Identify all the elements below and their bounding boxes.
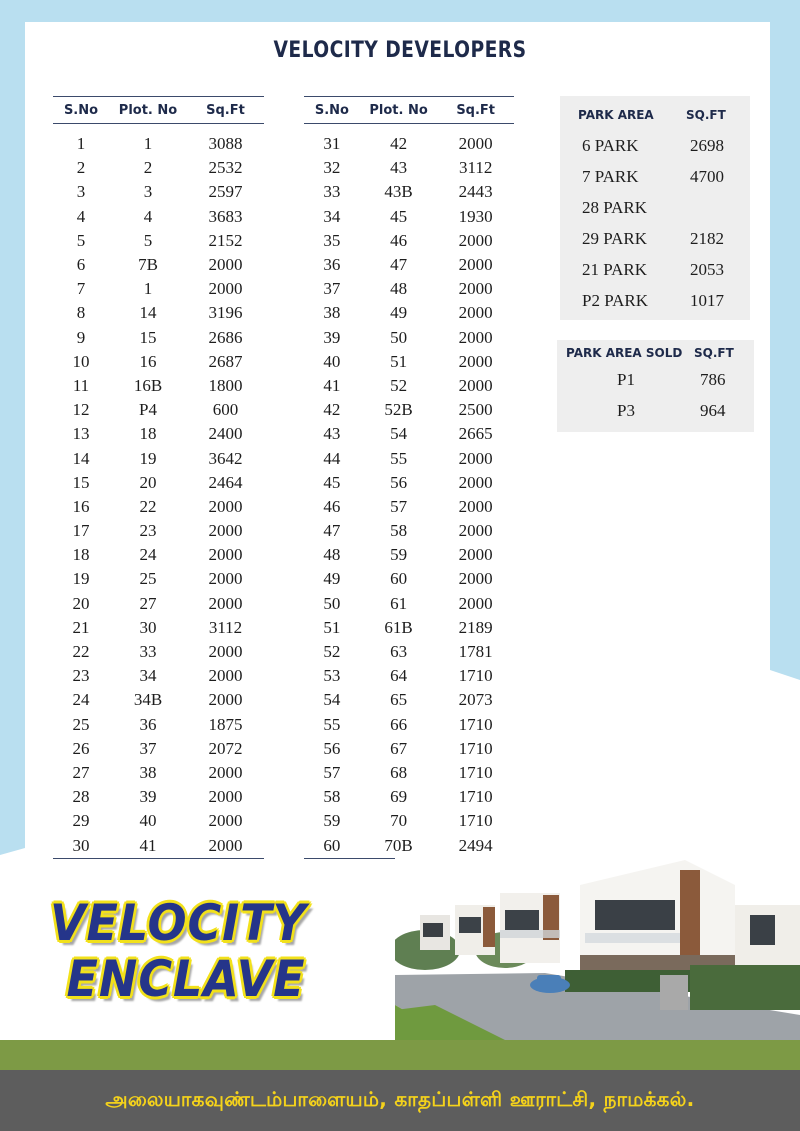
park-area-sold-header-sqft: SQ.FT xyxy=(694,346,734,360)
table-row xyxy=(304,688,514,712)
park-name: P2 PARK xyxy=(582,290,648,310)
cell-plot: 37 xyxy=(139,738,157,758)
cell-sno: 24 xyxy=(72,690,90,710)
cell-sno: 27 xyxy=(72,762,90,782)
cell-plot: 52 xyxy=(390,375,408,395)
cell-plot: 16B xyxy=(133,375,163,395)
cell-sqft: 3196 xyxy=(208,303,243,323)
cell-plot: 36 xyxy=(139,714,157,734)
cell-plot: 14 xyxy=(139,303,157,323)
column-header-sno: S.No xyxy=(304,97,360,124)
column-header-sqft: Sq.Ft xyxy=(437,97,514,124)
cell-sqft: 2000 xyxy=(208,593,243,613)
cell-sno: 31 xyxy=(323,134,341,154)
cell-sno: 22 xyxy=(72,642,90,662)
cell-sno: 14 xyxy=(72,448,90,468)
park-name: P1 xyxy=(617,369,635,389)
park-area-header-sqft: SQ.FT xyxy=(686,108,726,122)
cell-sno: 2 xyxy=(76,158,86,178)
cell-plot: 16 xyxy=(139,351,157,371)
cell-sqft: 2000 xyxy=(458,327,493,347)
grass-band xyxy=(0,1040,800,1070)
cell-sqft: 3112 xyxy=(458,158,493,178)
park-area-sold-box xyxy=(557,340,754,432)
cell-sqft: 2687 xyxy=(208,351,243,371)
cell-sno: 5 xyxy=(76,230,86,250)
table-row xyxy=(53,124,264,157)
park-area-header-name: PARK AREA xyxy=(578,108,654,122)
park-name: 7 PARK xyxy=(582,166,639,186)
cell-sno: 21 xyxy=(72,617,90,637)
cell-sqft: 2665 xyxy=(458,424,493,444)
cell-plot: 66 xyxy=(390,714,408,734)
cell-sqft: 2000 xyxy=(208,690,243,710)
cell-plot: 40 xyxy=(139,811,157,831)
brand-logo xyxy=(50,895,326,1007)
cell-plot: 70B xyxy=(384,835,413,855)
table-row xyxy=(53,301,264,325)
cell-sqft: 2000 xyxy=(208,545,243,565)
cell-plot: 1 xyxy=(143,134,153,154)
cell-sqft: 2000 xyxy=(208,521,243,541)
park-row xyxy=(560,130,750,161)
cell-sqft: 2072 xyxy=(208,738,243,758)
table-row xyxy=(53,616,264,640)
cell-sqft: 2000 xyxy=(458,496,493,516)
cell-sno: 19 xyxy=(72,569,90,589)
park-area-sold-header-name: PARK AREA SOLD xyxy=(566,346,683,360)
cell-plot: 46 xyxy=(390,230,408,250)
park-area-header xyxy=(560,96,750,128)
cell-sqft: 1800 xyxy=(208,375,243,395)
cell-sqft: 2000 xyxy=(458,230,493,250)
cell-sqft: 2000 xyxy=(458,448,493,468)
table-row xyxy=(304,543,514,567)
cell-sno: 57 xyxy=(323,762,341,782)
table-row xyxy=(53,495,264,519)
cell-sno: 28 xyxy=(72,787,90,807)
table-row xyxy=(53,833,264,858)
cell-sno: 33 xyxy=(323,182,341,202)
column-header-sqft: Sq.Ft xyxy=(187,97,264,124)
cell-plot: 59 xyxy=(390,545,408,565)
cell-plot: 67 xyxy=(390,738,408,758)
cell-sqft: 1710 xyxy=(458,787,493,807)
cell-sqft: 2000 xyxy=(208,762,243,782)
column-header-sno: S.No xyxy=(53,97,109,124)
cell-sqft: 2400 xyxy=(208,424,243,444)
cell-plot: 64 xyxy=(390,666,408,686)
cell-sqft: 2000 xyxy=(208,569,243,589)
table-row xyxy=(304,422,514,446)
cell-sqft: 1781 xyxy=(458,642,493,662)
cell-sqft: 2000 xyxy=(458,303,493,323)
cell-sno: 34 xyxy=(323,206,341,226)
cell-sqft: 2073 xyxy=(458,690,493,710)
cell-sno: 16 xyxy=(72,496,90,516)
page-title: VELOCITY DEVELOPERS xyxy=(273,38,527,63)
cell-sno: 48 xyxy=(323,545,341,565)
cell-sno: 3 xyxy=(76,182,86,202)
table-row xyxy=(304,205,514,229)
cell-sqft: 3088 xyxy=(208,134,243,154)
table-row xyxy=(53,543,264,567)
cell-sqft: 2000 xyxy=(208,642,243,662)
cell-sno: 37 xyxy=(323,279,341,299)
park-sqft: 2182 xyxy=(690,228,724,248)
cell-plot: 34 xyxy=(139,666,157,686)
table-row xyxy=(304,640,514,664)
cell-plot: 48 xyxy=(390,279,408,299)
cell-sqft: 2000 xyxy=(458,255,493,275)
table-row xyxy=(304,495,514,519)
cell-plot: 7B xyxy=(138,255,158,275)
cell-sno: 12 xyxy=(72,400,90,420)
table-row xyxy=(53,350,264,374)
table-row xyxy=(304,326,514,350)
cell-sno: 32 xyxy=(323,158,341,178)
cell-sqft: 2189 xyxy=(458,617,493,637)
park-name: P3 xyxy=(617,400,635,420)
cell-plot: 55 xyxy=(390,448,408,468)
cell-plot: 47 xyxy=(390,255,408,275)
cell-plot: 68 xyxy=(390,762,408,782)
park-row xyxy=(557,364,754,395)
park-sqft: 964 xyxy=(700,400,726,420)
houses-illustration xyxy=(395,855,800,1045)
cell-plot: 22 xyxy=(139,496,157,516)
cell-plot: 20 xyxy=(139,472,157,492)
cell-sno: 39 xyxy=(323,327,341,347)
table-row xyxy=(53,446,264,470)
table-row xyxy=(304,761,514,785)
table-row xyxy=(53,713,264,737)
cell-plot: 3 xyxy=(143,182,153,202)
park-sqft: 4700 xyxy=(690,166,724,186)
brand-line-2: ENCLAVE xyxy=(66,950,306,1008)
cell-sno: 52 xyxy=(323,642,341,662)
plot-table-right xyxy=(304,96,514,859)
cell-sno: 42 xyxy=(323,400,341,420)
cell-sno: 45 xyxy=(323,472,341,492)
cell-sqft: 3112 xyxy=(208,617,243,637)
cell-sno: 11 xyxy=(72,375,90,395)
cell-sno: 13 xyxy=(72,424,90,444)
park-area-sold-header xyxy=(557,340,754,364)
table-row xyxy=(53,180,264,204)
table-row xyxy=(304,616,514,640)
park-row xyxy=(557,395,754,426)
cell-plot: 15 xyxy=(139,327,157,347)
park-sqft: 786 xyxy=(700,369,726,389)
column-header-plot: Plot. No xyxy=(109,97,187,124)
cell-plot: 27 xyxy=(139,593,157,613)
cell-sno: 10 xyxy=(72,351,90,371)
table-row xyxy=(304,180,514,204)
cell-sqft: 2000 xyxy=(208,811,243,831)
park-name: 6 PARK xyxy=(582,135,639,155)
table-row xyxy=(304,519,514,543)
cell-plot: 25 xyxy=(139,569,157,589)
cell-plot: 43B xyxy=(384,182,413,202)
cell-plot: 24 xyxy=(139,545,157,565)
table-row xyxy=(53,664,264,688)
table-row xyxy=(304,809,514,833)
table-row xyxy=(53,229,264,253)
cell-sqft: 2000 xyxy=(208,255,243,275)
cell-sno: 54 xyxy=(323,690,341,710)
table-row xyxy=(53,422,264,446)
cell-sqft: 2000 xyxy=(458,351,493,371)
column-header-plot: Plot. No xyxy=(360,97,438,124)
cell-plot: 50 xyxy=(390,327,408,347)
park-sqft: 1017 xyxy=(690,290,724,310)
cell-sqft: 2000 xyxy=(458,521,493,541)
cell-plot: 43 xyxy=(390,158,408,178)
cell-sno: 41 xyxy=(323,375,341,395)
table-row xyxy=(53,253,264,277)
cell-sqft: 2000 xyxy=(458,472,493,492)
table-row xyxy=(53,156,264,180)
cell-sno: 8 xyxy=(76,303,86,323)
cell-sno: 59 xyxy=(323,811,341,831)
cell-plot: 19 xyxy=(139,448,157,468)
table-row xyxy=(53,567,264,591)
park-sqft: 2053 xyxy=(690,259,724,279)
cell-plot: 5 xyxy=(143,230,153,250)
park-sqft: 2698 xyxy=(690,135,724,155)
table-row xyxy=(53,205,264,229)
cell-sqft: 2152 xyxy=(208,230,243,250)
cell-plot: 41 xyxy=(139,835,157,855)
cell-sqft: 1710 xyxy=(458,762,493,782)
table-row xyxy=(53,519,264,543)
cell-plot: 34B xyxy=(133,690,163,710)
table-row xyxy=(304,567,514,591)
cell-sqft: 3683 xyxy=(208,206,243,226)
cell-sno: 30 xyxy=(72,835,90,855)
park-row xyxy=(560,223,750,254)
cell-sqft: 2000 xyxy=(458,545,493,565)
table-row xyxy=(304,229,514,253)
cell-sno: 35 xyxy=(323,230,341,250)
cell-plot: 49 xyxy=(390,303,408,323)
cell-sno: 55 xyxy=(323,714,341,734)
cell-plot: 57 xyxy=(390,496,408,516)
cell-sqft: 2443 xyxy=(458,182,493,202)
cell-sno: 43 xyxy=(323,424,341,444)
table-row xyxy=(304,374,514,398)
cell-sno: 29 xyxy=(72,811,90,831)
cell-plot: 30 xyxy=(139,617,157,637)
cell-sqft: 2000 xyxy=(458,593,493,613)
cell-plot: 60 xyxy=(390,569,408,589)
table-row xyxy=(304,664,514,688)
table-row xyxy=(304,156,514,180)
footer-address: அலையாகவுண்டம்பாளையம், காதப்பள்ளி ஊராட்சி, நாமக்கல். xyxy=(105,1087,695,1111)
cell-sqft: 2000 xyxy=(458,569,493,589)
cell-plot: 33 xyxy=(139,642,157,662)
table-row xyxy=(53,277,264,301)
cell-sqft: 2597 xyxy=(208,182,243,202)
cell-sqft: 1710 xyxy=(458,714,493,734)
table-row xyxy=(53,326,264,350)
table-row xyxy=(304,301,514,325)
cell-plot: 39 xyxy=(139,787,157,807)
park-name: 29 PARK xyxy=(582,228,648,248)
cell-sqft: 1710 xyxy=(458,811,493,831)
cell-plot: 45 xyxy=(390,206,408,226)
cell-sno: 47 xyxy=(323,521,341,541)
cell-sqft: 2000 xyxy=(208,496,243,516)
cell-sno: 60 xyxy=(323,835,341,855)
cell-sqft: 2686 xyxy=(208,327,243,347)
cell-sqft: 2000 xyxy=(208,279,243,299)
cell-sno: 20 xyxy=(72,593,90,613)
cell-sqft: 600 xyxy=(212,400,239,420)
table-row xyxy=(304,713,514,737)
table-row xyxy=(53,374,264,398)
cell-sqft: 2494 xyxy=(458,835,493,855)
cell-sno: 58 xyxy=(323,787,341,807)
table-row xyxy=(304,124,514,157)
cell-plot: 56 xyxy=(390,472,408,492)
cell-sqft: 2000 xyxy=(208,835,243,855)
table-row xyxy=(304,592,514,616)
plot-table-left xyxy=(53,96,264,859)
cell-plot: 58 xyxy=(390,521,408,541)
cell-sno: 51 xyxy=(323,617,341,637)
cell-sqft: 2000 xyxy=(458,375,493,395)
table-row xyxy=(53,471,264,495)
cell-sno: 1 xyxy=(76,134,86,154)
cell-plot: 4 xyxy=(143,206,153,226)
table-row xyxy=(53,592,264,616)
cell-sqft: 1930 xyxy=(458,206,493,226)
cell-plot: 69 xyxy=(390,787,408,807)
cell-sno: 38 xyxy=(323,303,341,323)
cell-sno: 26 xyxy=(72,738,90,758)
cell-plot: 38 xyxy=(139,762,157,782)
cell-sqft: 2532 xyxy=(208,158,243,178)
table-row xyxy=(304,277,514,301)
cell-sno: 4 xyxy=(76,206,86,226)
cell-sno: 23 xyxy=(72,666,90,686)
table-row xyxy=(304,398,514,422)
cell-sno: 46 xyxy=(323,496,341,516)
table-row xyxy=(53,737,264,761)
table-row xyxy=(304,253,514,277)
cell-sno: 53 xyxy=(323,666,341,686)
cell-plot: 1 xyxy=(143,279,153,299)
table-row xyxy=(53,785,264,809)
park-name: 21 PARK xyxy=(582,259,648,279)
cell-sno: 49 xyxy=(323,569,341,589)
cell-sno: 15 xyxy=(72,472,90,492)
table-row xyxy=(53,640,264,664)
cell-sno: 7 xyxy=(76,279,86,299)
cell-plot: 54 xyxy=(390,424,408,444)
cell-sqft: 2000 xyxy=(458,134,493,154)
table-row xyxy=(304,446,514,470)
cell-plot: 18 xyxy=(139,424,157,444)
table-row xyxy=(53,688,264,712)
brand-line-1: VELOCITY xyxy=(50,894,307,952)
cell-plot: 65 xyxy=(390,690,408,710)
cell-plot: 61 xyxy=(390,593,408,613)
cell-sno: 9 xyxy=(76,327,86,347)
cell-plot: 51 xyxy=(390,351,408,371)
park-row xyxy=(560,161,750,192)
cell-sqft: 1710 xyxy=(458,738,493,758)
cell-sno: 18 xyxy=(72,545,90,565)
table-row xyxy=(304,471,514,495)
cell-plot: 42 xyxy=(390,134,408,154)
table-row xyxy=(53,809,264,833)
cell-sqft: 3642 xyxy=(208,448,243,468)
park-row xyxy=(560,254,750,285)
cell-plot: 70 xyxy=(390,811,408,831)
cell-sqft: 2500 xyxy=(458,400,493,420)
cell-sqft: 2000 xyxy=(458,279,493,299)
cell-sqft: 1710 xyxy=(458,666,493,686)
cell-sno: 44 xyxy=(323,448,341,468)
table-row xyxy=(304,737,514,761)
table-row xyxy=(304,350,514,374)
cell-plot: 2 xyxy=(143,158,153,178)
table-row xyxy=(304,785,514,809)
cell-sqft: 2000 xyxy=(208,666,243,686)
cell-sno: 25 xyxy=(72,714,90,734)
cell-sqft: 2000 xyxy=(208,787,243,807)
cell-sno: 40 xyxy=(323,351,341,371)
cell-sno: 36 xyxy=(323,255,341,275)
cell-sno: 56 xyxy=(323,738,341,758)
cell-sno: 50 xyxy=(323,593,341,613)
park-row xyxy=(560,285,750,316)
park-area-box xyxy=(560,96,750,320)
cell-plot: 63 xyxy=(390,642,408,662)
park-name: 28 PARK xyxy=(582,197,648,217)
cell-sno: 17 xyxy=(72,521,90,541)
cell-plot: 52B xyxy=(384,400,413,420)
table-row xyxy=(53,398,264,422)
table-row xyxy=(53,761,264,785)
cell-plot: 23 xyxy=(139,521,157,541)
footer-address-bar xyxy=(0,1070,800,1131)
cell-sqft: 1875 xyxy=(208,714,243,734)
cell-plot: P4 xyxy=(139,400,157,420)
cell-sqft: 2464 xyxy=(208,472,243,492)
cell-plot: 61B xyxy=(384,617,413,637)
park-row xyxy=(560,192,750,223)
cell-sno: 6 xyxy=(76,255,86,275)
